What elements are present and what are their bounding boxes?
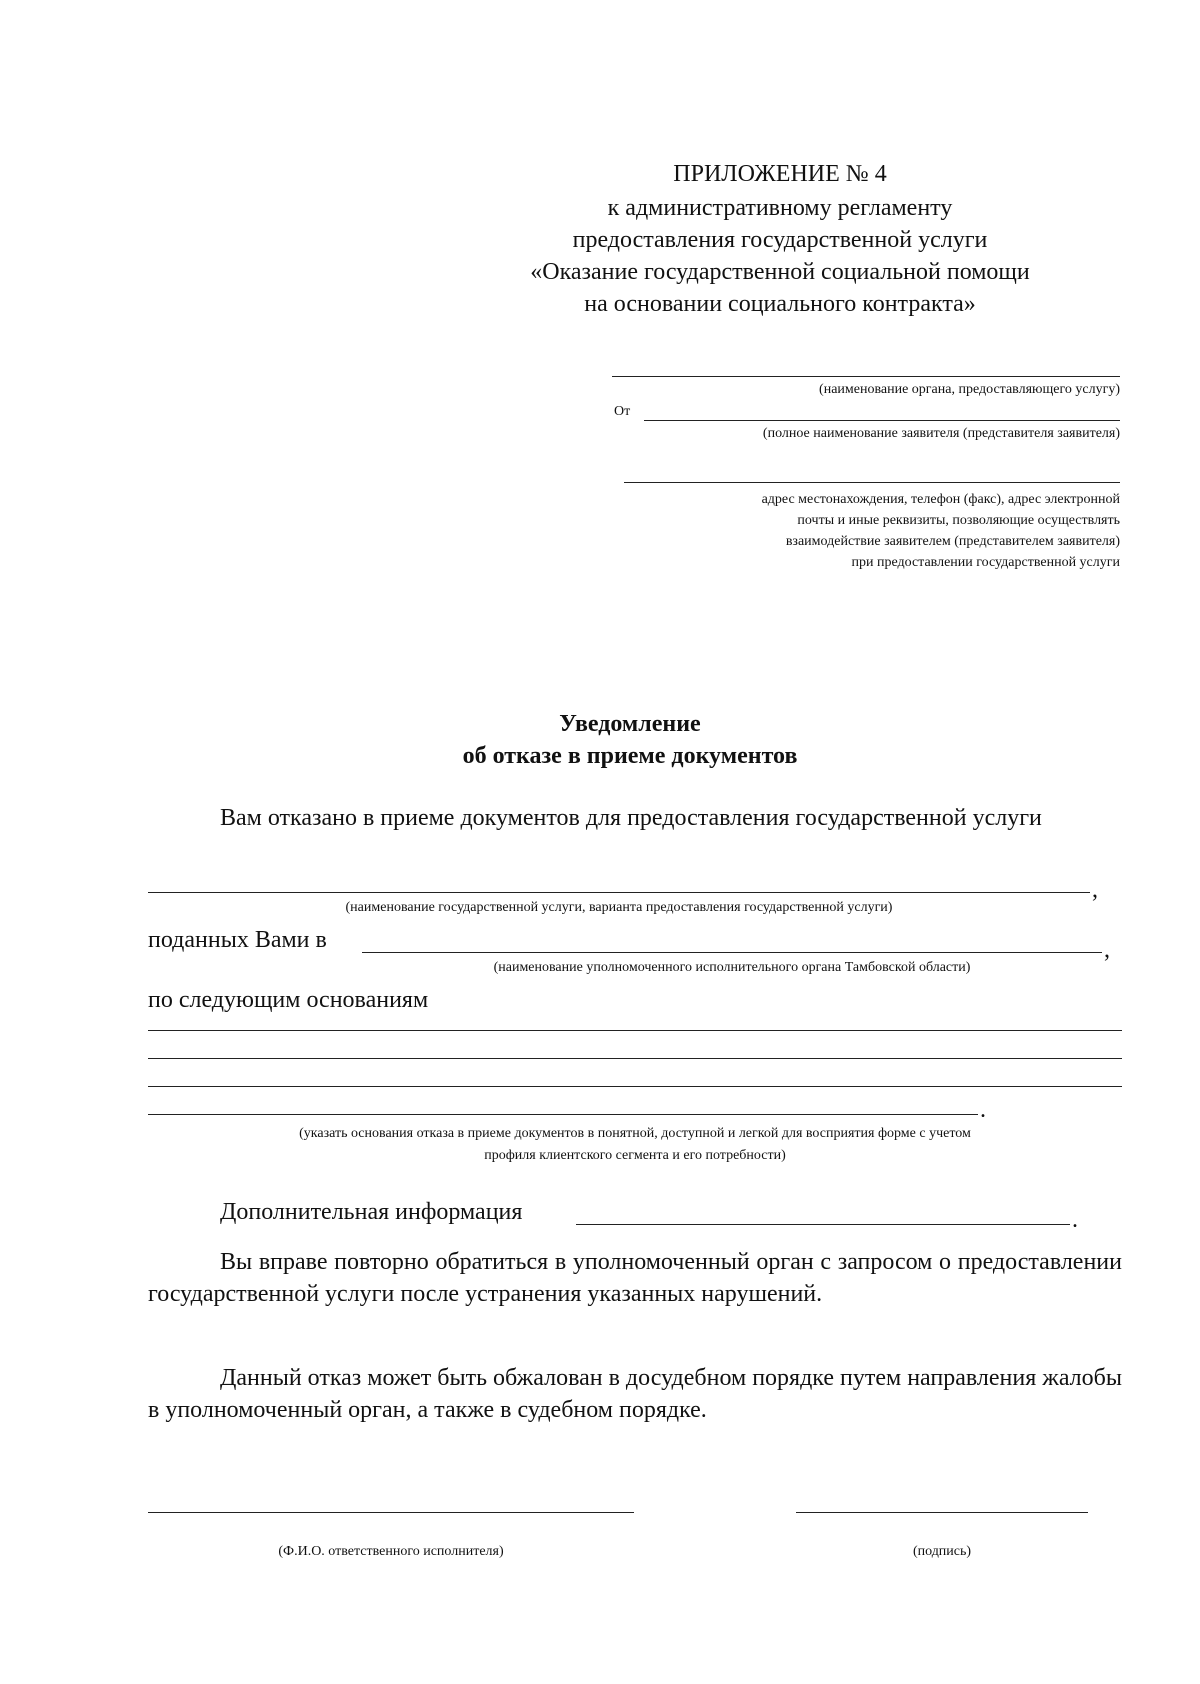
service-caption: (наименование государственной услуги, варианта предоставления государственной услуги) [345,900,893,915]
appendix-title: ПРИЛОЖЕНИЕ № 4 [673,161,887,187]
grounds-caption-2: профиля клиентского сегмента и его потребности) [484,1148,786,1163]
responsible-name-caption: (Ф.И.О. ответственного исполнителя) [278,1544,504,1559]
reapply-paragraph: Вы вправе повторно обратиться в уполномоченный орган с запросом о предоставлении государственной услуги после устранения указанных нарушений. [148,1249,1122,1307]
grounds-caption-1: (указать основания отказа в приеме документов в понятной, доступной и легкой для восприятия форме с учетом [299,1126,971,1141]
applicant-name-caption: (полное наименование заявителя (представителя заявителя) [762,426,1120,441]
service-comma: , [1092,877,1098,903]
organ-comma: , [1104,937,1110,963]
grounds-line-4 [148,1114,978,1115]
organ-name-caption: (наименование органа, предоставляющего услугу) [819,382,1120,397]
additional-info-label: Дополнительная информация [220,1199,523,1225]
grounds-line-3 [148,1086,1122,1087]
service-name-line [148,892,1090,893]
contact-caption-4: при предоставлении государственной услуги [851,555,1120,570]
organ-line [362,952,1102,953]
contact-caption-3: взаимодействие заявителем (представителем заявителя) [785,534,1120,549]
additional-info-period: . [1072,1207,1078,1233]
grounds-line-1 [148,1030,1122,1031]
notice-subtitle: об отказе в приеме документов [462,743,798,769]
appendix-line-3: «Оказание государственной социальной помощи [530,259,1030,285]
appendix-line-2: предоставления государственной услуги [572,227,988,253]
appendix-line-1: к административному регламенту [607,195,953,221]
contact-caption-1: адрес местонахождения, телефон (факс), адрес электронной [761,492,1120,507]
contact-line [624,482,1120,483]
from-label: От [614,404,631,419]
responsible-name-line [148,1512,634,1513]
applicant-name-line [644,420,1120,421]
grounds-line-2 [148,1058,1122,1059]
organ-name-line [612,376,1120,377]
submitted-label: поданных Вами в [148,927,327,953]
signature-line [796,1512,1088,1513]
appendix-line-4: на основании социального контракта» [584,291,976,317]
organ-caption: (наименование уполномоченного исполнительного органа Тамбовской области) [493,960,971,975]
notice-title: Уведомление [559,711,701,737]
grounds-label: по следующим основаниям [148,987,429,1013]
additional-info-line [576,1224,1070,1225]
contact-caption-2: почты и иные реквизиты, позволяющие осуществлять [797,513,1120,528]
appeal-paragraph: Данный отказ может быть обжалован в досудебном порядке путем направления жалобы в уполномоченный орган, а также в судебном порядке. [148,1365,1122,1423]
refusal-paragraph: Вам отказано в приеме документов для предоставления государственной услуги [220,805,1042,831]
grounds-period: . [980,1097,986,1123]
signature-caption: (подпись) [912,1544,972,1559]
